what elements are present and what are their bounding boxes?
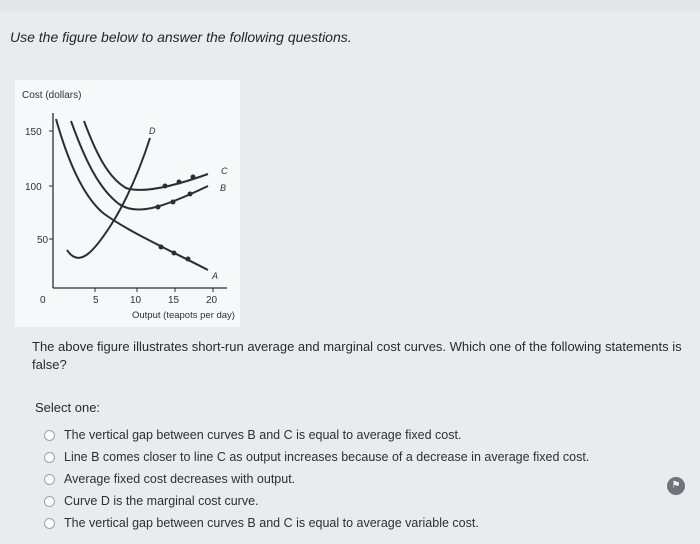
curve-label-D: D [149, 126, 156, 136]
curve-C [84, 121, 208, 190]
instruction-text: Use the figure below to answer the following questions. [10, 29, 352, 45]
y-tick-label-100: 100 [25, 182, 42, 193]
y-tick-label-150: 150 [25, 127, 42, 138]
cost-curves-svg [15, 80, 240, 327]
answer-option-5[interactable] [44, 512, 684, 534]
answer-option-4[interactable] [44, 490, 684, 512]
answer-option-5-label: The vertical gap between curves B and C is equal to average variable cost. [64, 516, 479, 530]
x-tick-label-15: 15 [168, 295, 180, 306]
radio-button-icon[interactable] [44, 496, 55, 507]
curve-D [67, 138, 150, 258]
x-tick-label-5: 5 [93, 295, 99, 306]
y-axis-label: Cost (dollars) [22, 90, 82, 101]
answer-options [44, 424, 684, 534]
answer-option-2-label: Line B comes closer to line C as output increases because of a decrease in average fixed cost. [64, 450, 590, 464]
answer-option-4-label: Curve D is the marginal cost curve. [64, 494, 259, 508]
select-one-label: Select one: [35, 400, 101, 415]
question-text: The above figure illustrates short-run average and marginal cost curves. Which one of the following statements is false? [32, 339, 682, 372]
curve-c-marker-3 [191, 175, 196, 180]
curve-c-marker-1 [163, 184, 168, 189]
curve-a-marker-1 [159, 245, 164, 250]
radio-button-icon[interactable] [44, 430, 55, 441]
answer-option-3-label: Average fixed cost decreases with output. [64, 472, 296, 486]
curve-b-marker-2 [171, 200, 176, 205]
x-axis-label: Output (teapots per day) [132, 310, 235, 321]
radio-button-icon[interactable] [44, 474, 55, 485]
x-tick-label-20: 20 [206, 295, 218, 306]
curve-a-marker-3 [186, 257, 191, 262]
curve-label-B: B [220, 183, 227, 193]
curve-label-A: A [212, 271, 219, 281]
curve-b-marker-1 [156, 205, 161, 210]
cost-curves-figure [15, 80, 240, 327]
answer-option-1-label: The vertical gap between curves B and C is equal to average fixed cost. [64, 428, 462, 442]
top-border [0, 0, 700, 12]
curve-label-C: C [221, 166, 228, 176]
answer-option-2[interactable] [44, 446, 684, 468]
curve-a-marker-2 [172, 251, 177, 256]
curve-b-marker-3 [188, 192, 193, 197]
x-tick-label-10: 10 [130, 295, 142, 306]
y-tick-label-50: 50 [37, 235, 49, 246]
x-origin-label: 0 [40, 295, 46, 306]
radio-button-icon[interactable] [44, 452, 55, 463]
flag-icon[interactable]: ⚑ [667, 477, 685, 495]
answer-option-3[interactable] [44, 468, 684, 490]
curve-c-marker-2 [177, 180, 182, 185]
answer-option-1[interactable] [44, 424, 684, 446]
radio-button-icon[interactable] [44, 518, 55, 529]
